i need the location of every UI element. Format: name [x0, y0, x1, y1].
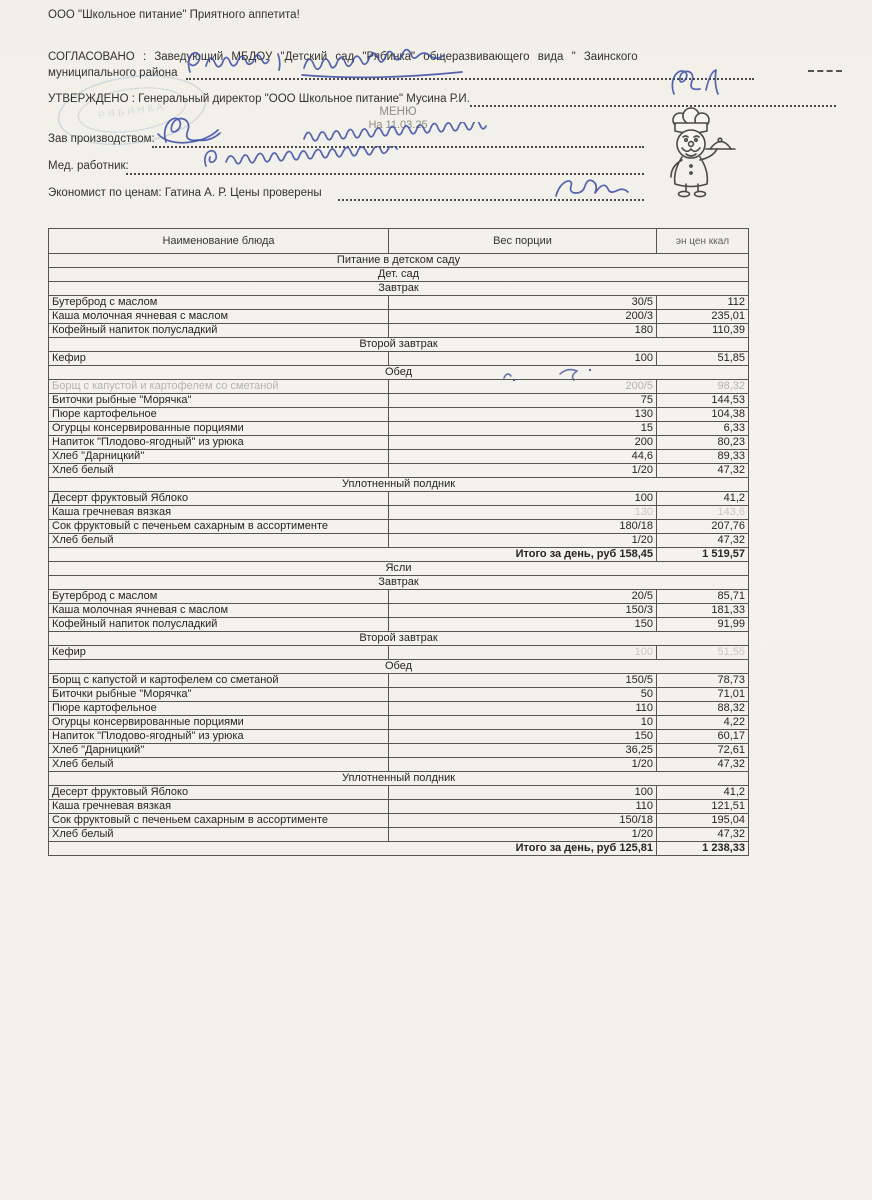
portion-weight-cell: 150/3	[389, 604, 657, 618]
dish-name-cell: Биточки рыбные "Морячка"	[49, 688, 389, 702]
section-label-cell: Завтрак	[49, 576, 749, 590]
section-row	[49, 254, 749, 268]
dish-name-cell: Каша молочная ячневая с маслом	[49, 604, 389, 618]
menu-item-row	[49, 688, 749, 702]
dish-name-cell: Хлеб белый	[49, 534, 389, 548]
dish-name-cell: Кофейный напиток полусладкий	[49, 324, 389, 338]
dish-name-cell: Каша гречневая вязкая	[49, 800, 389, 814]
kcal-cell: 47,32	[657, 534, 749, 548]
dish-name-cell: Биточки рыбные "Морячка"	[49, 394, 389, 408]
menu-item-row	[49, 492, 749, 506]
dish-name-cell: Кофейный напиток полусладкий	[49, 618, 389, 632]
agreed-line: СОГЛАСОВАНО : Заведующий МБДОУ "Детский сад "Рябинка" общеразвивающего вида " Заинского	[48, 51, 638, 63]
kcal-cell: 47,32	[657, 464, 749, 478]
menu-item-row	[49, 590, 749, 604]
dish-name-cell: Хлеб белый	[49, 464, 389, 478]
menu-item-row	[49, 828, 749, 842]
header-kcal: эн цен ккал	[657, 229, 749, 254]
menu-item-row	[49, 646, 749, 660]
section-row	[49, 366, 749, 380]
portion-weight-cell: 130	[389, 506, 657, 520]
menu-item-row	[49, 296, 749, 310]
portion-weight-cell: 180/18	[389, 520, 657, 534]
section-label-cell: Обед	[49, 660, 749, 674]
dish-name-cell: Борщ с капустой и картофелем со сметаной	[49, 674, 389, 688]
dish-name-cell: Огурцы консервированные порциями	[49, 422, 389, 436]
section-label-cell: Уплотненный полдник	[49, 772, 749, 786]
principal-signature-handwritten-icon	[182, 46, 492, 80]
menu-item-row	[49, 800, 749, 814]
section-row	[49, 562, 749, 576]
kcal-cell: 85,71	[657, 590, 749, 604]
section-row	[49, 632, 749, 646]
section-label-cell: Обед	[49, 366, 749, 380]
total-kcal-cell: 1 238,33	[657, 842, 749, 856]
kcal-cell: 88,32	[657, 702, 749, 716]
kcal-cell: 47,32	[657, 758, 749, 772]
menu-item-row	[49, 744, 749, 758]
portion-weight-cell: 36,25	[389, 744, 657, 758]
menu-item-row	[49, 380, 749, 394]
kcal-cell: 71,01	[657, 688, 749, 702]
menu-item-row	[49, 352, 749, 366]
svg-text:РЯБИНКА: РЯБИНКА	[97, 101, 167, 122]
economist-label: Экономист по ценам: Гатина А. Р. Цены проверены	[48, 187, 322, 199]
kcal-cell: 207,76	[657, 520, 749, 534]
menu-item-row	[49, 730, 749, 744]
portion-weight-cell: 200	[389, 436, 657, 450]
portion-weight-cell: 15	[389, 422, 657, 436]
section-row	[49, 282, 749, 296]
section-row	[49, 576, 749, 590]
menu-title: МЕНЮ	[379, 106, 417, 118]
production-manager-signature-icon	[152, 110, 292, 150]
kcal-cell: 78,73	[657, 674, 749, 688]
section-label-cell: Завтрак	[49, 282, 749, 296]
dash-mark-right	[808, 70, 842, 72]
dish-name-cell: Каша гречневая вязкая	[49, 506, 389, 520]
portion-weight-cell: 1/20	[389, 828, 657, 842]
portion-weight-cell: 1/20	[389, 534, 657, 548]
kcal-cell: 144,53	[657, 394, 749, 408]
portion-weight-cell: 75	[389, 394, 657, 408]
menu-item-row	[49, 534, 749, 548]
section-row	[49, 772, 749, 786]
kcal-cell: 80,23	[657, 436, 749, 450]
portion-weight-cell: 100	[389, 352, 657, 366]
section-row	[49, 268, 749, 282]
portion-weight-cell: 130	[389, 408, 657, 422]
portion-weight-cell: 200/5	[389, 380, 657, 394]
dish-name-cell: Бутерброд с маслом	[49, 590, 389, 604]
section-label-cell: Ясли	[49, 562, 749, 576]
kcal-cell: 89,33	[657, 450, 749, 464]
dish-name-cell: Хлеб белый	[49, 758, 389, 772]
menu-item-row	[49, 324, 749, 338]
menu-item-row	[49, 464, 749, 478]
portion-weight-cell: 110	[389, 702, 657, 716]
section-row	[49, 338, 749, 352]
dish-name-cell: Пюре картофельное	[49, 408, 389, 422]
menu-item-row	[49, 408, 749, 422]
kcal-cell: 181,33	[657, 604, 749, 618]
kcal-cell: 104,38	[657, 408, 749, 422]
section-label-cell: Питание в детском саду	[49, 254, 749, 268]
portion-weight-cell: 150/5	[389, 674, 657, 688]
approved-line: УТВЕРЖДЕНО : Генеральный директор "ООО Школьное питание" Мусина Р.И.	[48, 93, 470, 105]
economist-signature-icon	[548, 174, 640, 202]
kcal-cell: 6,33	[657, 422, 749, 436]
menu-item-row	[49, 786, 749, 800]
medical-worker-name-handwritten-icon	[196, 146, 466, 174]
total-label-cell: Итого за день, руб 125,81	[49, 842, 657, 856]
portion-weight-cell: 1/20	[389, 464, 657, 478]
portion-weight-cell: 150	[389, 618, 657, 632]
section-label-cell: Уплотненный полдник	[49, 478, 749, 492]
menu-item-row	[49, 716, 749, 730]
kcal-cell: 91,99	[657, 618, 749, 632]
chef-cartoon-icon	[642, 106, 742, 200]
agreed-line-2: муниципального района	[48, 67, 178, 79]
portion-weight-cell: 10	[389, 716, 657, 730]
header-dish-name: Наименование блюда	[49, 229, 389, 254]
dish-name-cell: Сок фруктовый с печеньем сахарным в ассортименте	[49, 520, 389, 534]
dish-name-cell: Бутерброд с маслом	[49, 296, 389, 310]
kcal-cell: 41,2	[657, 492, 749, 506]
menu-item-row	[49, 436, 749, 450]
kcal-cell: 51,55	[657, 646, 749, 660]
menu-date: На 11.03.25	[368, 119, 428, 131]
header-portion-weight: Вес порции	[389, 229, 657, 254]
portion-weight-cell: 180	[389, 324, 657, 338]
kcal-cell: 143,6	[657, 506, 749, 520]
table-header-row	[49, 229, 749, 254]
portion-weight-cell: 150	[389, 730, 657, 744]
portion-weight-cell: 150/18	[389, 814, 657, 828]
dish-name-cell: Хлеб "Дарницкий"	[49, 450, 389, 464]
portion-weight-cell: 20/5	[389, 590, 657, 604]
section-row	[49, 478, 749, 492]
kcal-cell: 98,32	[657, 380, 749, 394]
kcal-cell: 121,51	[657, 800, 749, 814]
section-label-cell: Дет. сад	[49, 268, 749, 282]
menu-item-row	[49, 310, 749, 324]
production-manager-label: Зав производством:	[48, 133, 155, 145]
total-row	[49, 842, 749, 856]
kcal-cell: 195,04	[657, 814, 749, 828]
portion-weight-cell: 44,6	[389, 450, 657, 464]
company-line: ООО "Школьное питание" Приятного аппетита!	[48, 9, 300, 21]
kcal-cell: 72,61	[657, 744, 749, 758]
menu-item-row	[49, 520, 749, 534]
portion-weight-cell: 100	[389, 492, 657, 506]
dish-name-cell: Борщ с капустой и картофелем со сметаной	[49, 380, 389, 394]
menu-item-row	[49, 450, 749, 464]
menu-table-body	[49, 254, 749, 856]
menu-table	[48, 228, 749, 856]
director-paraph-icon	[662, 64, 732, 100]
kcal-cell: 112	[657, 296, 749, 310]
production-manager-name-handwritten-icon	[300, 122, 550, 146]
dish-name-cell: Кефир	[49, 646, 389, 660]
dish-name-cell: Напиток "Плодово-ягодный" из урюка	[49, 730, 389, 744]
total-row	[49, 548, 749, 562]
dish-name-cell: Хлеб "Дарницкий"	[49, 744, 389, 758]
dish-name-cell: Хлеб белый	[49, 828, 389, 842]
menu-item-row	[49, 674, 749, 688]
menu-item-row	[49, 814, 749, 828]
portion-weight-cell: 110	[389, 800, 657, 814]
portion-weight-cell: 1/20	[389, 758, 657, 772]
section-row	[49, 660, 749, 674]
menu-item-row	[49, 394, 749, 408]
dish-name-cell: Кефир	[49, 352, 389, 366]
menu-item-row	[49, 702, 749, 716]
menu-item-row	[49, 618, 749, 632]
kcal-cell: 41,2	[657, 786, 749, 800]
dish-name-cell: Каша молочная ячневая с маслом	[49, 310, 389, 324]
portion-weight-cell: 100	[389, 646, 657, 660]
medical-worker-label: Мед. работник:	[48, 160, 129, 172]
portion-weight-cell: 200/3	[389, 310, 657, 324]
dish-name-cell: Десерт фруктовый Яблоко	[49, 786, 389, 800]
kcal-cell: 60,17	[657, 730, 749, 744]
dish-name-cell: Напиток "Плодово-ягодный" из урюка	[49, 436, 389, 450]
kcal-cell: 51,85	[657, 352, 749, 366]
portion-weight-cell: 30/5	[389, 296, 657, 310]
dish-name-cell: Десерт фруктовый Яблоко	[49, 492, 389, 506]
total-label-cell: Итого за день, руб 158,45	[49, 548, 657, 562]
dish-name-cell: Сок фруктовый с печеньем сахарным в ассортименте	[49, 814, 389, 828]
kcal-cell: 235,01	[657, 310, 749, 324]
dish-name-cell: Пюре картофельное	[49, 702, 389, 716]
portion-weight-cell: 50	[389, 688, 657, 702]
kcal-cell: 47,32	[657, 828, 749, 842]
kcal-cell: 4,22	[657, 716, 749, 730]
section-label-cell: Второй завтрак	[49, 338, 749, 352]
menu-item-row	[49, 604, 749, 618]
menu-item-row	[49, 758, 749, 772]
section-label-cell: Второй завтрак	[49, 632, 749, 646]
dish-name-cell: Огурцы консервированные порциями	[49, 716, 389, 730]
portion-weight-cell: 100	[389, 786, 657, 800]
kcal-cell: 110,39	[657, 324, 749, 338]
total-kcal-cell: 1 519,57	[657, 548, 749, 562]
menu-item-row	[49, 506, 749, 520]
menu-item-row	[49, 422, 749, 436]
